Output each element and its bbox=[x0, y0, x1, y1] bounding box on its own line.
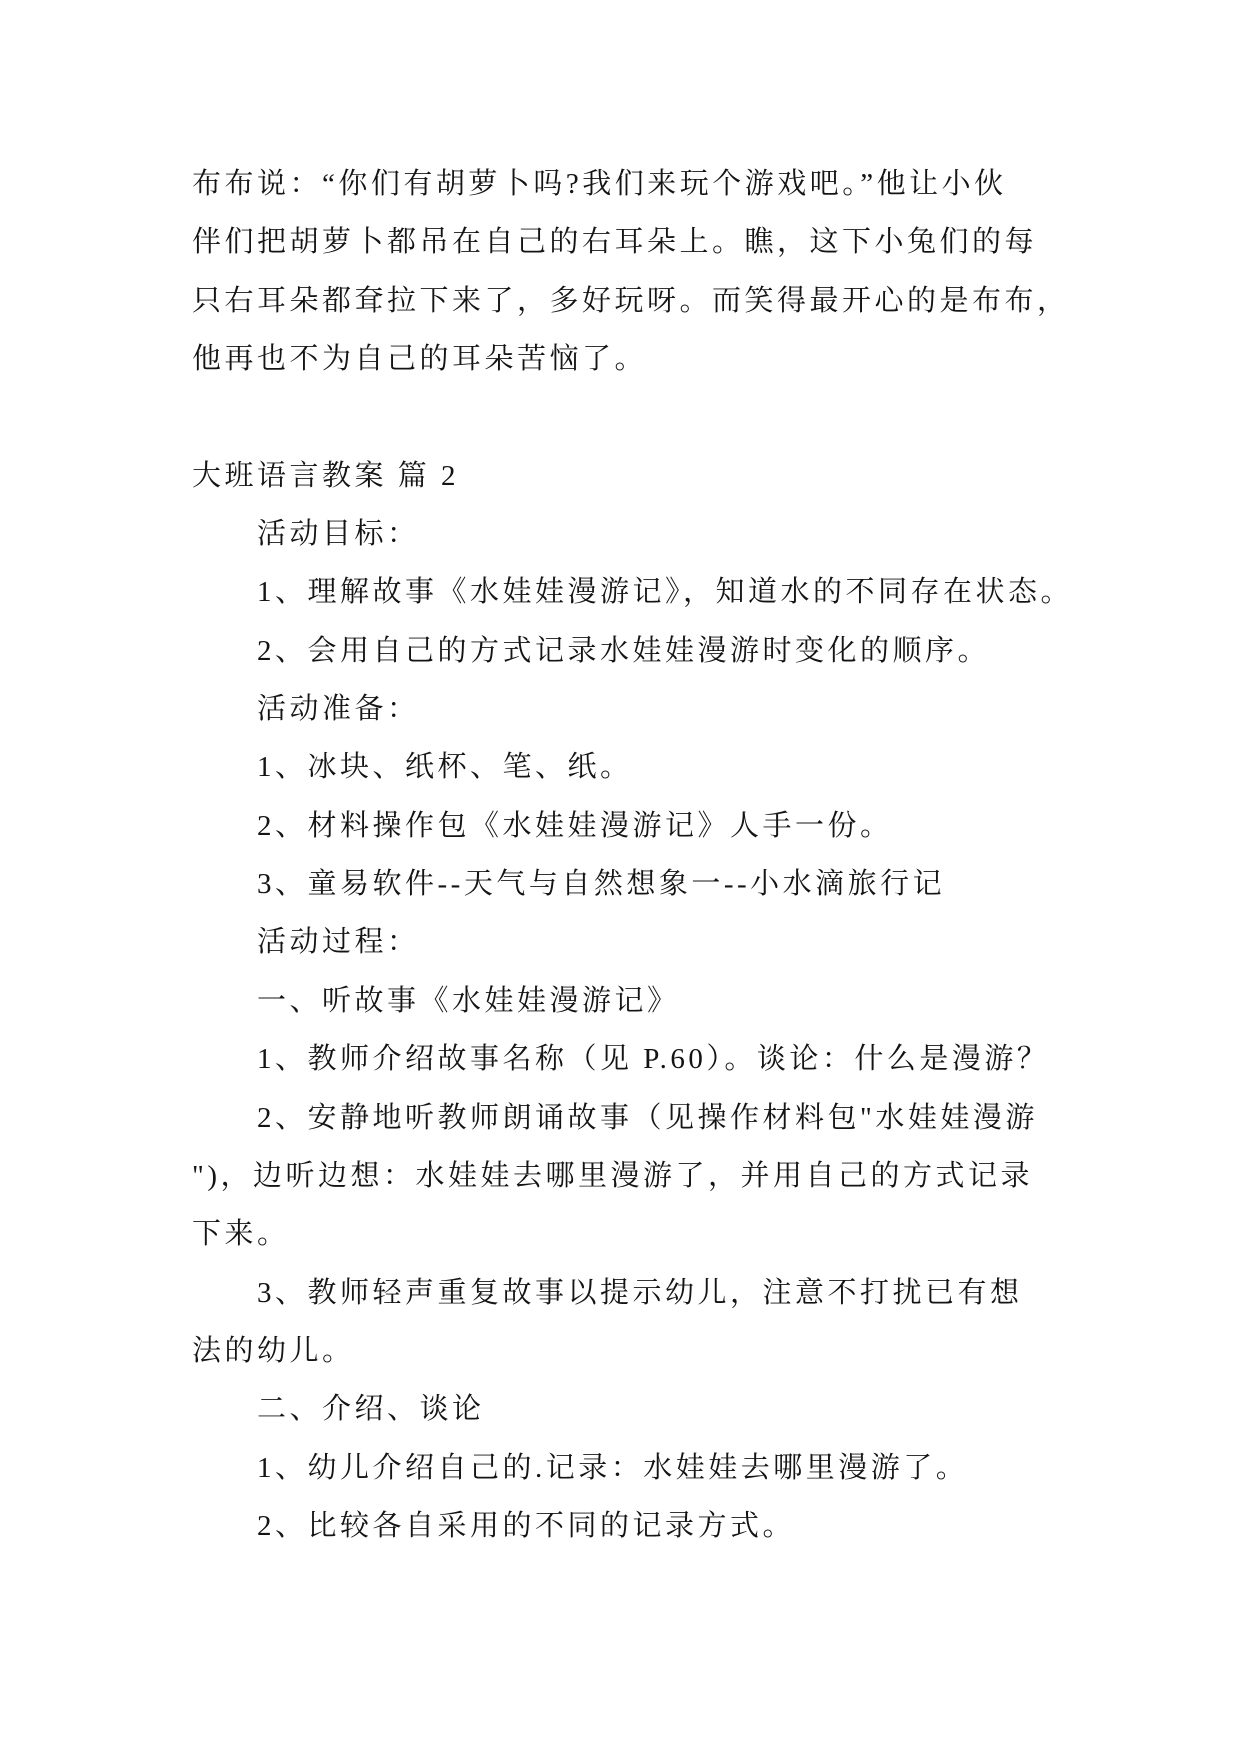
paragraph-line: 他再也不为自己的耳朵苦恼了。 bbox=[192, 343, 648, 376]
paragraph-line: 1、教师介绍故事名称（见 P.60）。谈论：什么是漫游？ bbox=[257, 1043, 1050, 1076]
preparation-heading: 活动准备： bbox=[257, 693, 420, 726]
preparation-section bbox=[192, 680, 1241, 913]
process-step: 1、幼儿介绍自己的.记录：水娃娃去哪里漫游了。 bbox=[257, 1451, 969, 1484]
process-part1-title: 一、听故事《水娃娃漫游记》 bbox=[257, 984, 680, 1017]
paragraph-line: 法的幼儿。 bbox=[192, 1334, 355, 1367]
preparation-item: 1、冰块、纸杯、笔、纸。 bbox=[257, 751, 633, 784]
process-step bbox=[192, 1089, 1241, 1264]
goals-heading: 活动目标： bbox=[257, 518, 420, 551]
paragraph-line: 只右耳朵都耷拉下来了，多好玩呀。而笑得最开心的是布布， bbox=[192, 284, 1070, 317]
preparation-item: 3、童易软件--天气与自然想象一--小水滴旅行记 bbox=[257, 868, 946, 901]
section-title: 大班语言教案 篇 2 bbox=[192, 459, 460, 492]
story-ending-paragraph bbox=[192, 155, 1241, 388]
process-step: 2、比较各自采用的不同的记录方式。 bbox=[257, 1509, 796, 1542]
blank-line bbox=[192, 388, 1241, 446]
goal-item: 2、会用自己的方式记录水娃娃漫游时变化的顺序。 bbox=[257, 634, 991, 667]
goals-section bbox=[192, 505, 1241, 680]
preparation-item: 2、材料操作包《水娃娃漫游记》人手一份。 bbox=[257, 809, 893, 842]
process-heading: 活动过程： bbox=[257, 926, 420, 959]
process-part2-title: 二、介绍、谈论 bbox=[257, 1393, 485, 1426]
paragraph-line: 2、安静地听教师朗诵故事（见操作材料包"水娃娃漫游 bbox=[257, 1101, 1038, 1134]
process-step bbox=[192, 1030, 1241, 1088]
paragraph-line: 伴们把胡萝卜都吊在自己的右耳朵上。瞧，这下小兔们的每 bbox=[192, 226, 1038, 259]
paragraph-line: 下来。 bbox=[192, 1218, 290, 1251]
goal-item: 1、理解故事《水娃娃漫游记》，知道水的不同存在状态。 bbox=[257, 576, 1074, 609]
paragraph-line: ")，边听边想：水娃娃去哪里漫游了，并用自己的方式记录 bbox=[192, 1159, 1033, 1192]
process-section bbox=[192, 913, 1241, 1555]
paragraph-line: 3、教师轻声重复故事以提示幼儿，注意不打扰已有想 bbox=[257, 1276, 1023, 1309]
process-step bbox=[192, 1264, 1241, 1381]
paragraph-line: 布布说：“你们有胡萝卜吗?我们来玩个游戏吧。”他让小伙 bbox=[192, 168, 1007, 200]
